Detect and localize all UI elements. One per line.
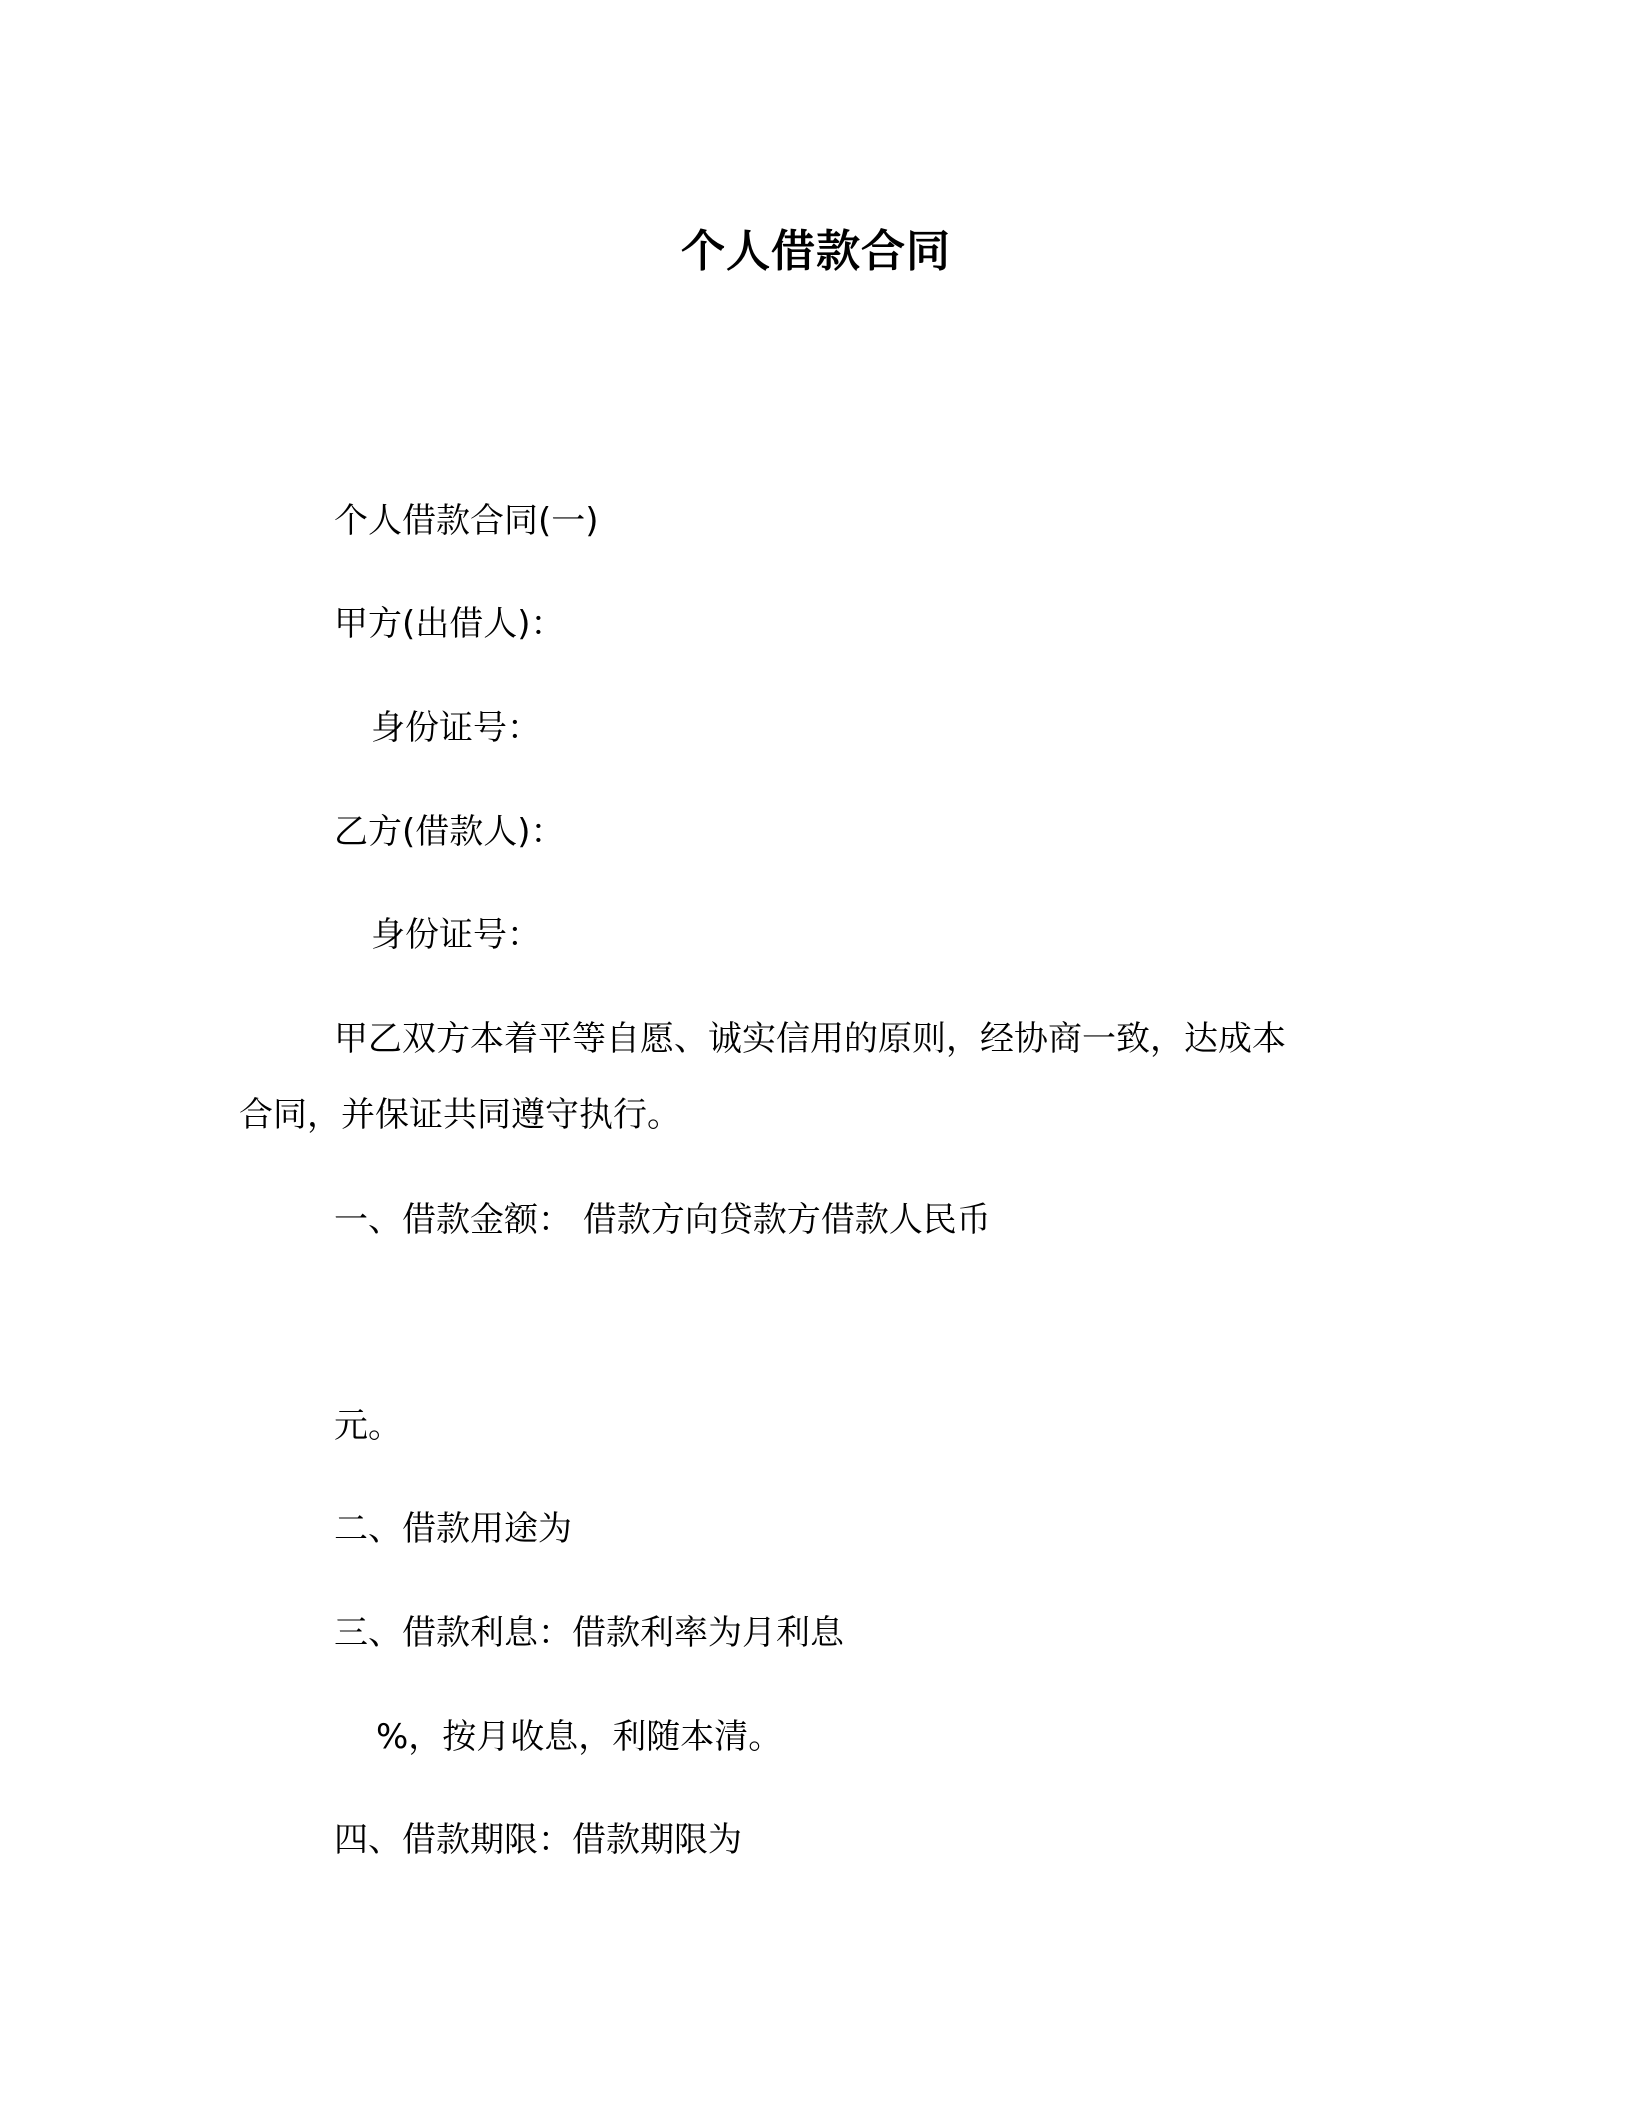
clause-3-interest: 三、借款利息：借款利率为月利息	[334, 1613, 844, 1653]
preamble-line-2: 合同，并保证共同遵守执行。	[239, 1095, 681, 1135]
party-a-id-label: 身份证号：	[371, 708, 541, 748]
party-a-label: 甲方(出借人)：	[334, 604, 565, 644]
clause-1-amount: 一、借款金额： 借款方向贷款方借款人民币	[334, 1200, 991, 1240]
party-b-label: 乙方(借款人)：	[334, 812, 565, 852]
clause-4-term: 四、借款期限：借款期限为	[334, 1820, 742, 1860]
clause-1-amount-unit: 元。	[334, 1406, 402, 1446]
clause-3-interest-terms: %，按月收息，利随本清。	[376, 1717, 783, 1757]
preamble-line-1: 甲乙双方本着平等自愿、诚实信用的原则，经协商一致，达成本	[334, 1019, 1286, 1059]
document-title: 个人借款合同	[681, 226, 951, 277]
party-b-id-label: 身份证号：	[371, 915, 541, 955]
contract-subtitle: 个人借款合同(一)	[334, 501, 599, 541]
clause-2-purpose: 二、借款用途为	[334, 1509, 572, 1549]
